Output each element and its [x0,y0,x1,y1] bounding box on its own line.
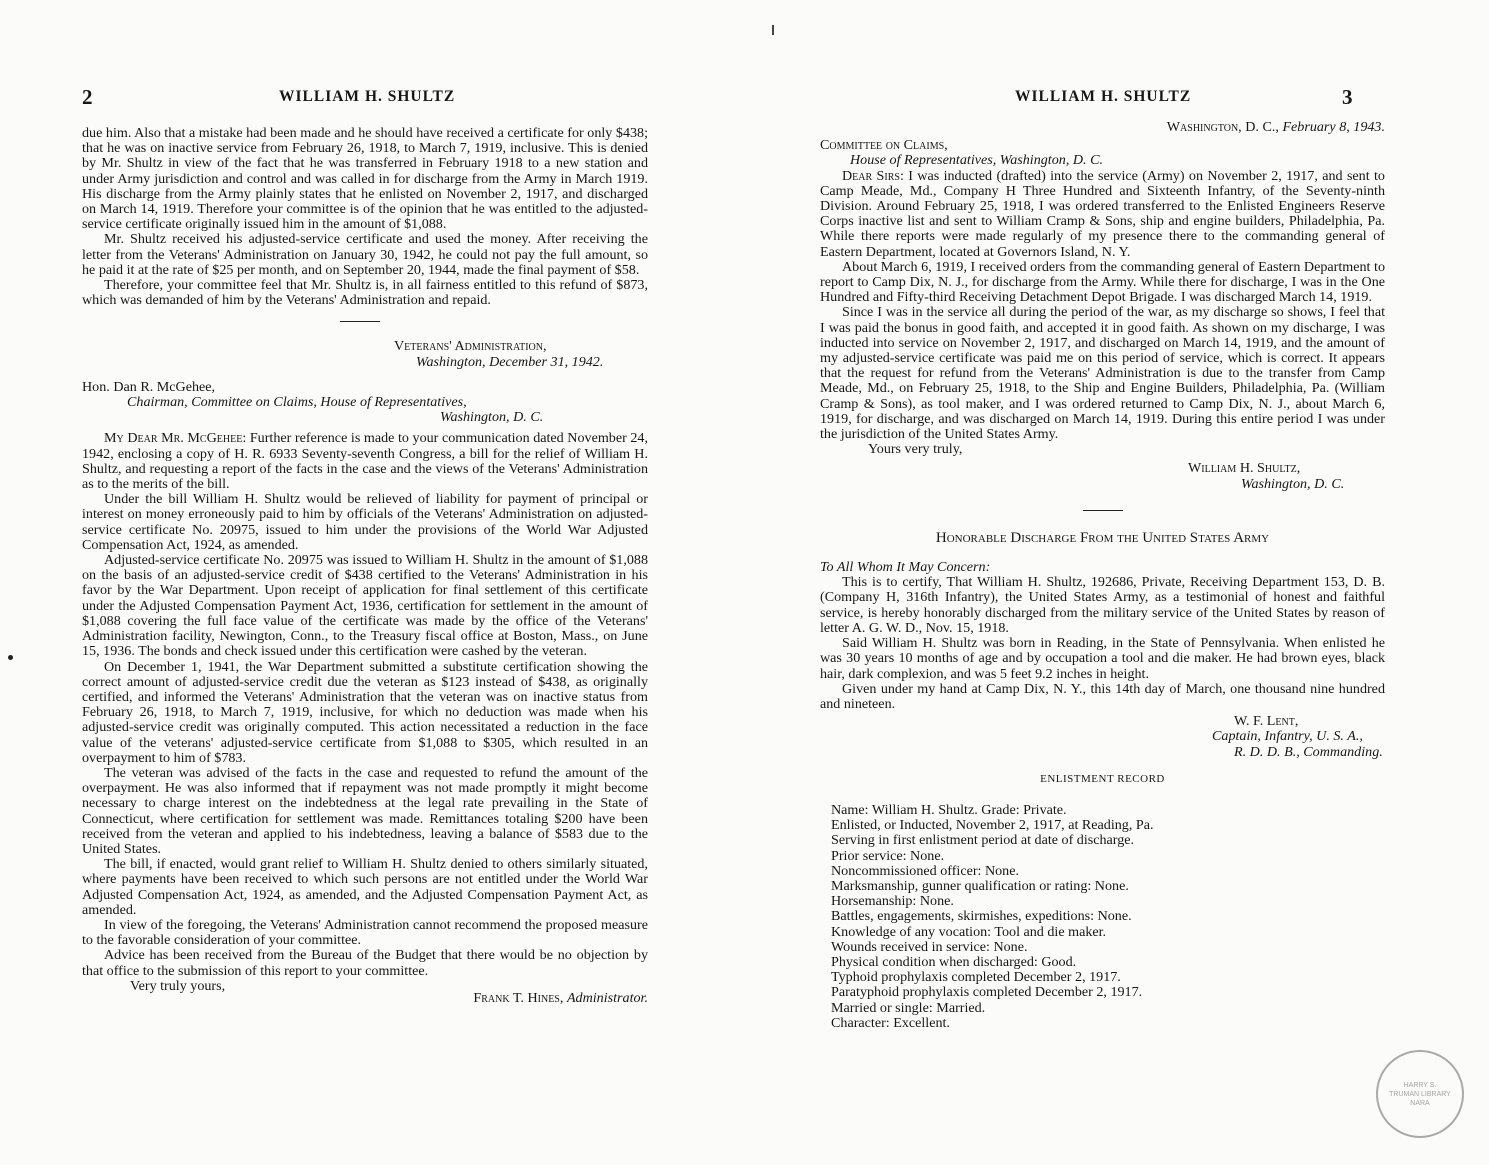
left-column [82,126,648,1006]
record-line: Enlisted, or Inducted, November 2, 1917, at Reading, Pa. [831,817,1154,834]
signer-name: Frank T. Hines, [473,989,564,1006]
running-head: WILLIAM H. SHULTZ [279,88,456,105]
closing: Yours very truly, [868,441,963,458]
scan-speck [8,655,13,660]
record-line: Name: William H. Shultz. Grade: Private. [831,801,1067,818]
record-line: Wounds received in service: None. [831,938,1028,955]
officer-rank: Captain, Infantry, U. S. A., [1212,728,1363,745]
officer-unit: R. D. D. B., Commanding. [1234,743,1383,760]
addressee-name: Hon. Dan R. McGehee, [82,378,216,395]
right-column [820,120,1385,1031]
paragraph: Since I was in the service all during the period of the war, as my discharge so shows, I feel that I was paid the bonus in good faith, and accepted it in good faith. As shown on my discharge, I was inducted into service on November 2, 1917, and discharged on March 14, 1919, and the amount of my adjusted-service certificate was paid me on this period of service, which is correct. It appears that the request for refund from the Veterans' Administration is due to the transfer from Camp Meade, Md., on February 25, 1918, to the Ship and Engine Builders, Philadelphia, Pa. (William Cramp & Sons), as tool maker, and I was ordered returned to Camp Dix, N. J., about March 6, 1919, for discharge, and was discharged on March 14, 1919. During this entire period I was under the jurisdiction of the United States Army. [820,304,1385,443]
paragraph: Said William H. Shultz was born in Reading, in the State of Pennsylvania. When enlisted he was 30 years 10 months of age and by occupation a tool and die maker. He had brown eyes, black hair, dark complexion, and was 5 feet 9.2 inches in height. [820,635,1385,682]
paragraph: This is to certify, That William H. Shultz, 192686, Private, Receiving Department 153, D. B. (Company H, 316th Infantry), the United States Army, as a testimonial of honest and faithful service, is hereby honorably discharged from the military service of the United States by reason of letter A. G. W. D., Nov. 15, 1918. [820,574,1385,636]
page-number: 2 [82,85,93,109]
page-header-left [0,85,745,109]
paragraph: Given under my hand at Camp Dix, N. Y., this 14th day of March, one thousand nine hundred and nineteen. [820,680,1385,712]
letter-dateline [82,339,648,369]
running-head: WILLIAM H. SHULTZ [1015,88,1192,105]
paragraph: In view of the foregoing, the Veterans' Administration cannot recommend the proposed measure to the favorable consideration of your committee. [82,916,648,949]
closing: Very truly yours, [130,977,226,994]
officer-block [820,714,1385,760]
salutation: My Dear Mr. McGehee: [104,430,247,447]
letter-dateline [820,120,1385,135]
record-line: Married or single: Married. [831,999,986,1016]
record-line: Battles, engagements, skirmishes, expeditions: None. [831,908,1132,925]
signature-block [820,461,1385,491]
record-line: Marksmanship, gunner qualification or rating: None. [831,877,1129,894]
paragraph: Further reference is made to your communication dated November 24, 1942, enclosing a copy of H. R. 6933 Seventy-seventh Congress, a bill for the relief of William H. Shultz, and requesting a report of the facts in the case and the views of the Veterans' Administration as to the merits of the bill. [82,430,648,493]
signer-city: Washington, D. C. [1241,475,1345,492]
paragraph: Under the bill William H. Shultz would be relieved of liability for payment of principal or interest on money erroneously paid to him by officials of the Veterans' Administration on adjusted-service certificate No. 20975, issued to him under the provisions of the World War Adjusted Compensation Act, 1924, as amended. [82,491,648,553]
record-line: Character: Excellent. [831,1014,950,1031]
paragraph: I was inducted (drafted) into the service (Army) on November 2, 1917, and sent to Camp Meade, Md., Company H Three Hundred and Sixteenth Infantry, of the Seventy-ninth Division. Around February 25, 1918, I was ordered transferred to the Enlisted Engineers Reserve Corps inactive list and sent to William Cramp & Sons, ship and engine builders, Philadelphia, Pa. While there reports were made regularly of my presence there to the commanding general of Eastern Department, located at Governors Island, N. Y. [820,167,1385,260]
stamp-text: HARRY S. TRUMAN LIBRARY NARA [1389,1081,1451,1107]
addressee-block [82,380,648,426]
enlistment-record-list [820,803,1385,1031]
page-number: 3 [1342,85,1353,109]
discharge-address: To All Whom It May Concern: [820,559,991,576]
paragraph: On December 1, 1941, the War Department submitted a substitute certification showing the correct amount of adjusted-service credit due the veteran as $123 instead of $438, as originally certified, and informed the Veterans' Administration that the veteran was on inactive status from February 26, 1918, to March 7, 1919, inclusive, for which no deduction was made when his adjusted-service credit was originally computed. This action necessitated a reduction in the face value of the veterans' adjusted-service certificate from $1,088 to $305, which resulted in an overpayment to him of $783. [82,658,648,766]
dateline-date: February 8, 1943. [1282,119,1385,135]
paragraph: The veteran was advised of the facts in the case and requested to refund the amount of the overpayment. He was also informed that if repayment was not made promptly it might become necessary to charge interest on the indebtedness at the legal rate prevailing in the State of Connecticut, where certification for settlement was made. Remittances totaling $200 have been received from the veteran and applied to his indebtedness, leaving a balance of $583 due to the United States. [82,764,648,857]
salutation: Dear Sirs: [842,167,904,184]
paragraph: due him. Also that a mistake had been made and he should have received a certificate for only $438; that he was on inactive service from February 26, 1918, to March 7, 1919, inclusive. This is denied by Mr. Shultz in view of the fact that he was transferred in February 1918 to a new station and under Army jurisdiction and control and was called in for discharge from the Army in March 1919. His discharge from the Army plainly states that he enlisted on November 2, 1917, and discharged on March 14, 1919. Therefore your committee is of the opinion that he was entitled to the adjusted-service certificate originally issued him in the amount of $1,088. [82,125,648,233]
addressee-city: Washington, D. C. [440,409,544,426]
paragraph: Advice has been received from the Bureau of the Budget that there would be no objection by that office to the submission of this report to your committee. [82,947,648,979]
record-line: Physical condition when discharged: Good. [831,953,1077,970]
recipient-committee: Committee on Claims, [820,137,948,154]
addressee-title: Chairman, Committee on Claims, House of Representatives, [127,394,467,411]
paragraph: Adjusted-service certificate No. 20975 was issued to William H. Shultz in the amount of $1,088 on the basis of an adjusted-service credit of $438 certified to the Veterans' Administration in his favor by the War Department. Upon receipt of application for final settlement of this certificate under the Adjusted Compensation Payment Act, 1936, certification for settlement in the amount of $1,088 covering the full face value of the certificate was made by the office of the Veterans' Administration facility, Newington, Conn., to the Treasury fiscal office at Boston, Mass., on June 15, 1936. The bonds and check issued under this certification were cashed by the veteran. [82,552,648,660]
letter-date: Washington, December 31, 1942. [416,353,604,370]
dateline-city: Washington, D. C., [1166,119,1279,135]
discharge-heading: Honorable Discharge From the United States Army [935,529,1270,546]
signer-name: William H. Shultz, [1188,460,1301,477]
record-line: Horsemanship: None. [831,893,954,910]
paragraph: About March 6, 1919, I received orders from the commanding general of Eastern Department to report to Camp Dix, N. J., for discharge from the Army. While there for discharge, I was in the One Hundred and Fifty-third Receiving Detachment Depot Brigade. I was discharged March 14, 1919. [820,258,1385,306]
record-line: Knowledge of any vocation: Tool and die maker. [831,923,1107,940]
page-header-right [745,85,1489,109]
officer-name: W. F. Lent, [1234,713,1299,730]
record-line: Paratyphoid prophylaxis completed December 2, 1917. [831,984,1143,1001]
record-heading: ENLISTMENT RECORD [1040,772,1165,785]
letter-organization: Veterans' Administration, [394,338,547,355]
record-line: Noncommissioned officer: None. [831,862,1020,879]
record-line: Typhoid prophylaxis completed December 2, 1917. [831,969,1121,986]
signer-title: Administrator. [566,989,648,1006]
recipient-house: House of Representatives, Washington, D. C. [850,152,1104,169]
library-stamp-icon [1376,1050,1464,1138]
paragraph: Therefore, your committee feel that Mr. Shultz is, in all fairness entitled to this refund of $873, which was demanded of him by the Veterans' Administration and repaid. [82,277,648,309]
page-right [745,0,1489,1165]
record-line: Serving in first enlistment period at date of discharge. [831,832,1135,849]
record-line: Prior service: None. [831,847,945,864]
paragraph: Mr. Shultz received his adjusted-service certificate and used the money. After receiving the letter from the Veterans' Administration on January 30, 1942, he could not pay the full amount, so he paid it at the rate of $25 per month, and on September 20, 1944, made the final payment of $58. [82,231,648,278]
paragraph: The bill, if enacted, would grant relief to William H. Shultz denied to others similarly situated, where payments have been received to which such persons are not entitled under the World War Adjusted Compensation Act, 1924, as amended, and the Adjusted Compensation Payment Act, as amended. [82,856,648,918]
scan-mark [772,25,774,35]
